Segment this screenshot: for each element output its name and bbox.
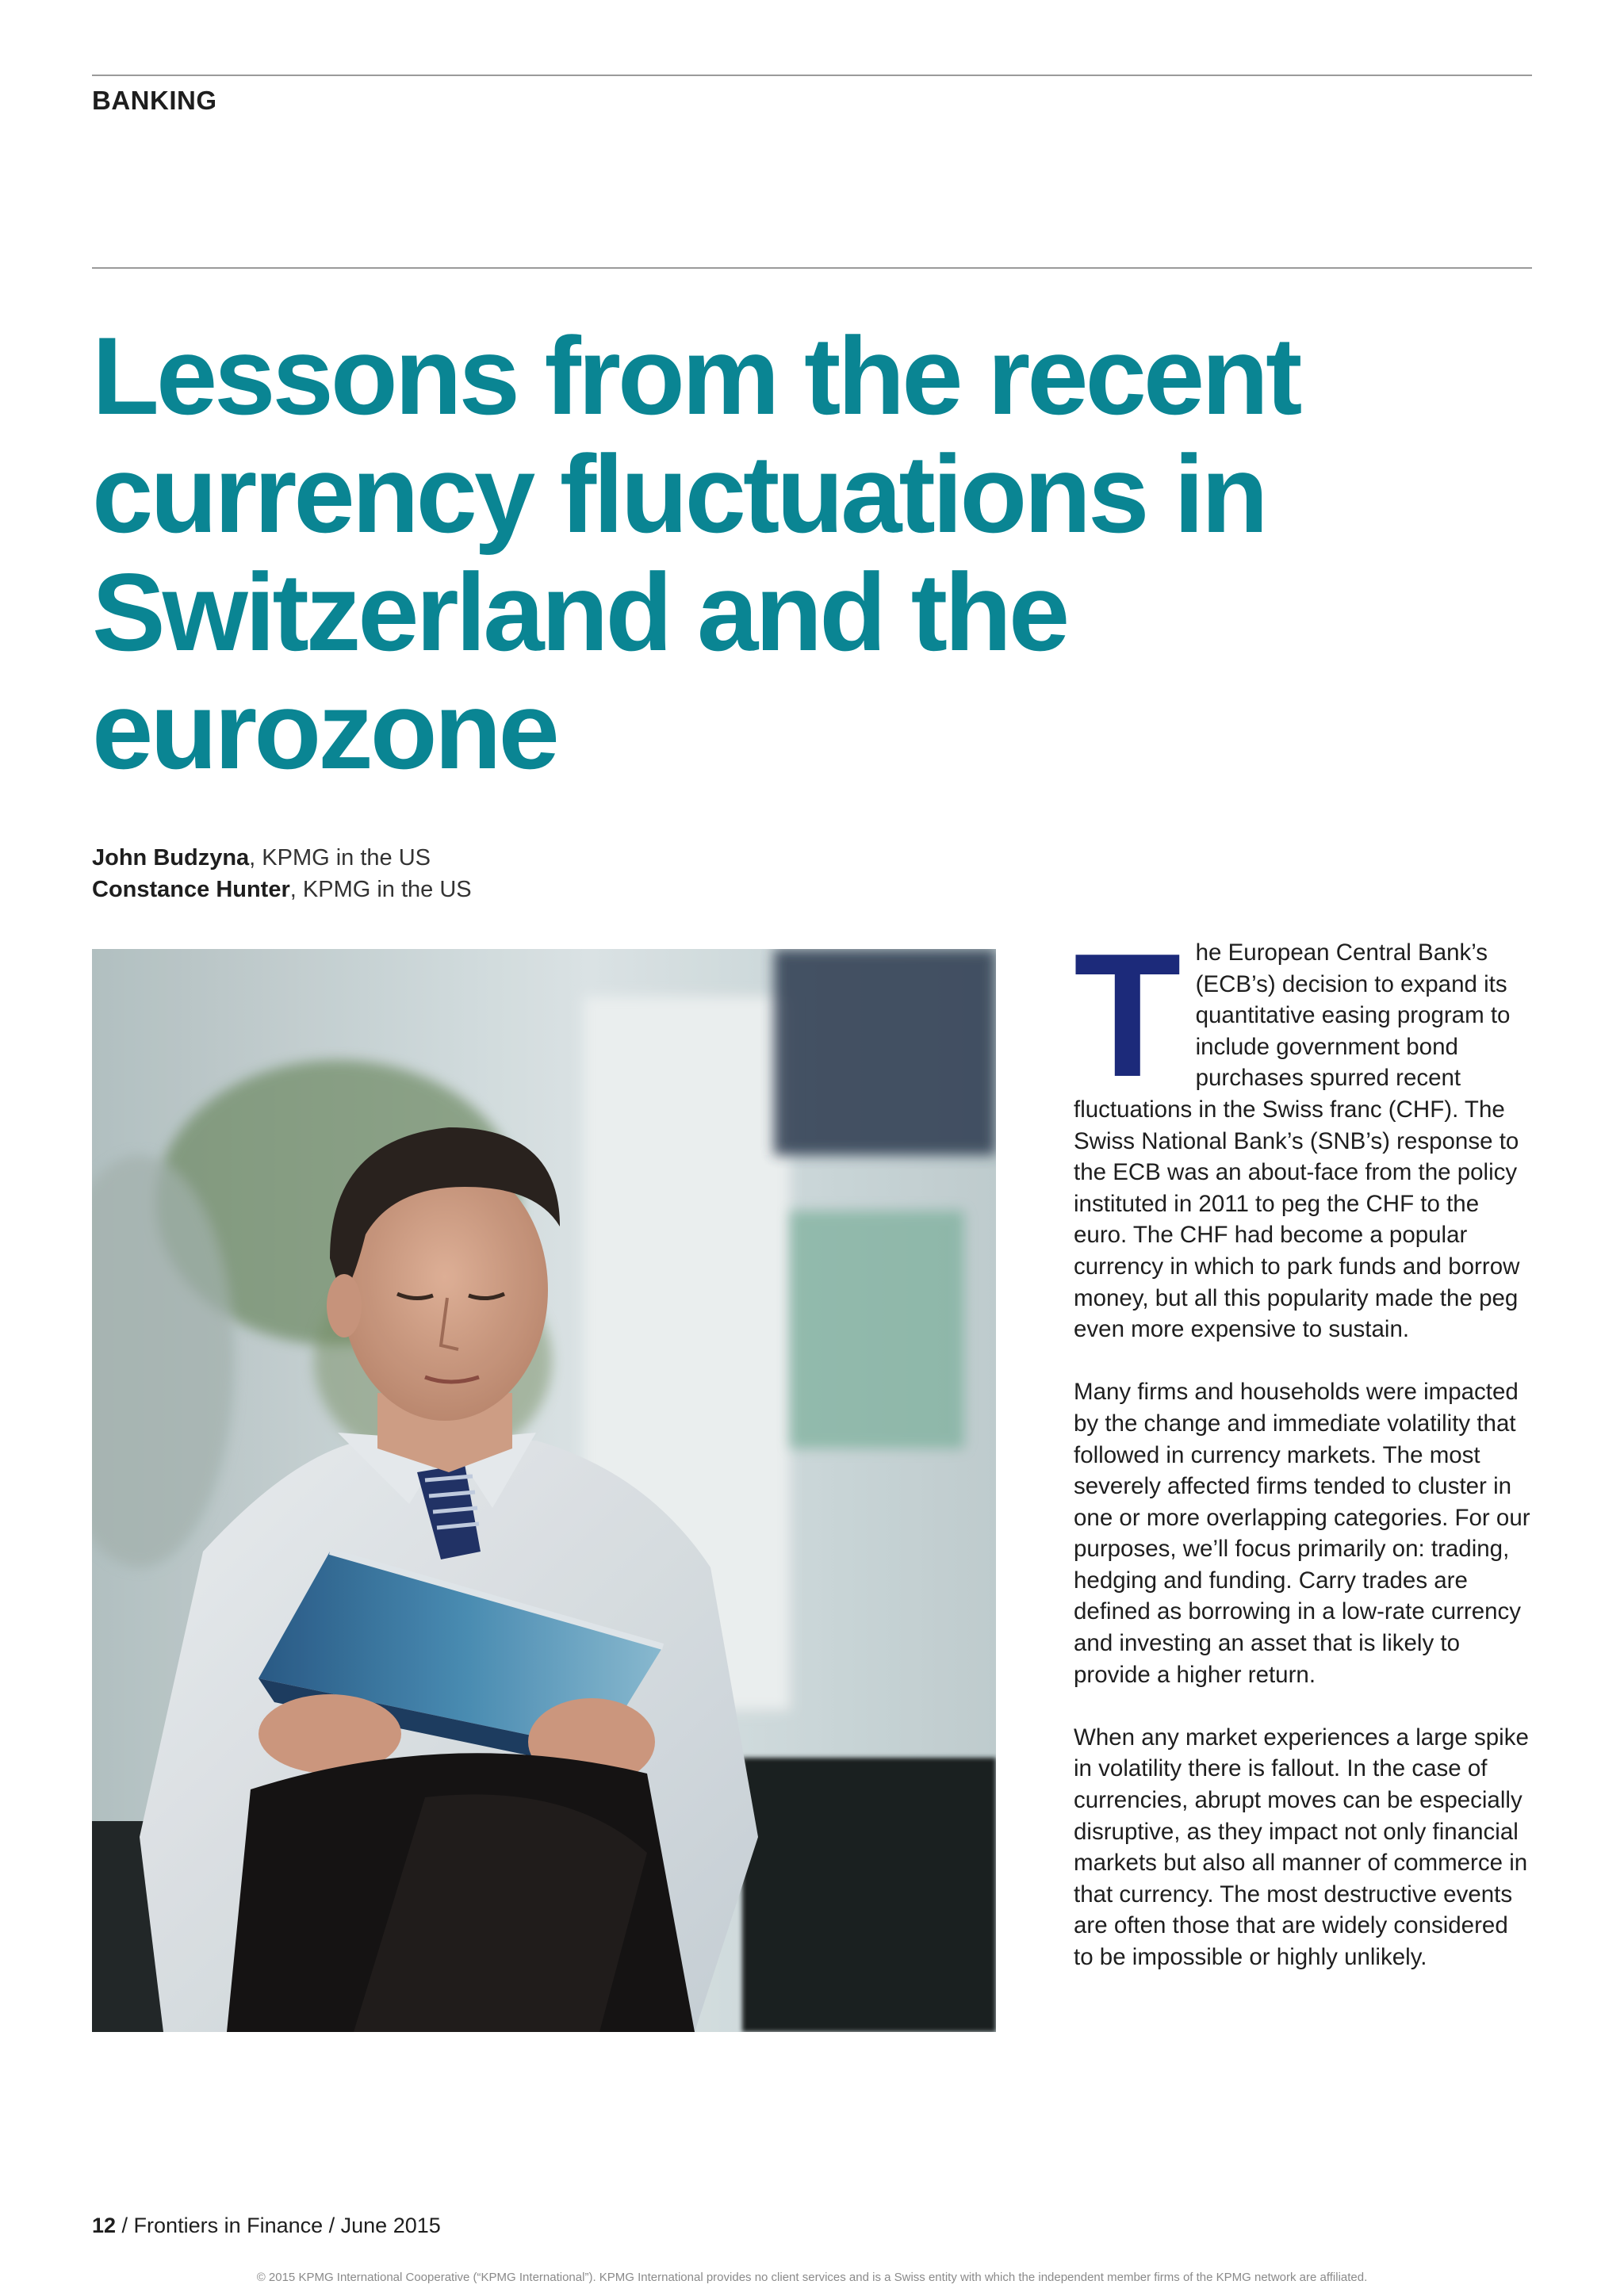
section-label: BANKING xyxy=(92,86,217,115)
article-headline: Lessons from the recent currency fluctuations in Switzerland and the eurozone xyxy=(92,315,1300,792)
author-line xyxy=(92,874,472,905)
top-divider xyxy=(92,75,1532,76)
article-photo xyxy=(92,949,996,2032)
body-paragraph xyxy=(1074,917,1534,1345)
body-paragraph: When any market experiences a large spike in volatility there is fallout. In the case of currencies, abrupt moves can be especially disruptive, as they impact not only financial markets but also all manner of commerce in that currency. The most destructive events are often those that are widely considered to be impossible or highly unlikely. xyxy=(1074,1724,1529,1970)
author-line xyxy=(92,842,472,874)
publication-line: / Frontiers in Finance / June 2015 xyxy=(116,2214,441,2237)
author-name: John Budzyna xyxy=(92,845,250,871)
author-affiliation: , KPMG in the US xyxy=(249,845,431,871)
page-number: 12 xyxy=(92,2214,117,2237)
author-list xyxy=(92,842,472,905)
author-affiliation: , KPMG in the US xyxy=(289,877,472,902)
article-body xyxy=(1074,917,1534,2004)
body-paragraph: Many firms and households were impacted by the change and immediate volatility that followed in currency markets. The most severely affected firms tended to cluster in one or more overlapping categories. For our purposes, we’ll focus primarily on: trading, hedging and funding. Carry trades are defined as borrowing in a low-rate currency and investing an asset that is likely to provide a higher return. xyxy=(1074,1379,1530,1688)
paragraph-text: he European Central Bank’s (ECB’s) decision to expand its quantitative easing program to include government bond purchases spurred recent fluctuations in the Swiss franc (CHF). The Swiss National Bank’s (SNB’s) response to the ECB was an about-face from the policy instituted in 2011 to peg the CHF to the euro. The CHF had become a popular currency in which to park funds and borrow money, but all this popularity made the peg even more expensive to sustain. xyxy=(1074,939,1520,1343)
drop-cap: T xyxy=(1074,917,1182,1114)
copyright-notice: © 2015 KPMG International Cooperative (“KPMG International”). KPMG International provides no client services and is a Swiss entity with which the independent member firms of the KPMG network are affiliated. xyxy=(256,2271,1368,2284)
page-footer xyxy=(92,2214,441,2238)
author-name: Constance Hunter xyxy=(92,877,290,902)
header-divider xyxy=(92,267,1532,269)
businessman-reading-illustration xyxy=(92,949,996,2032)
